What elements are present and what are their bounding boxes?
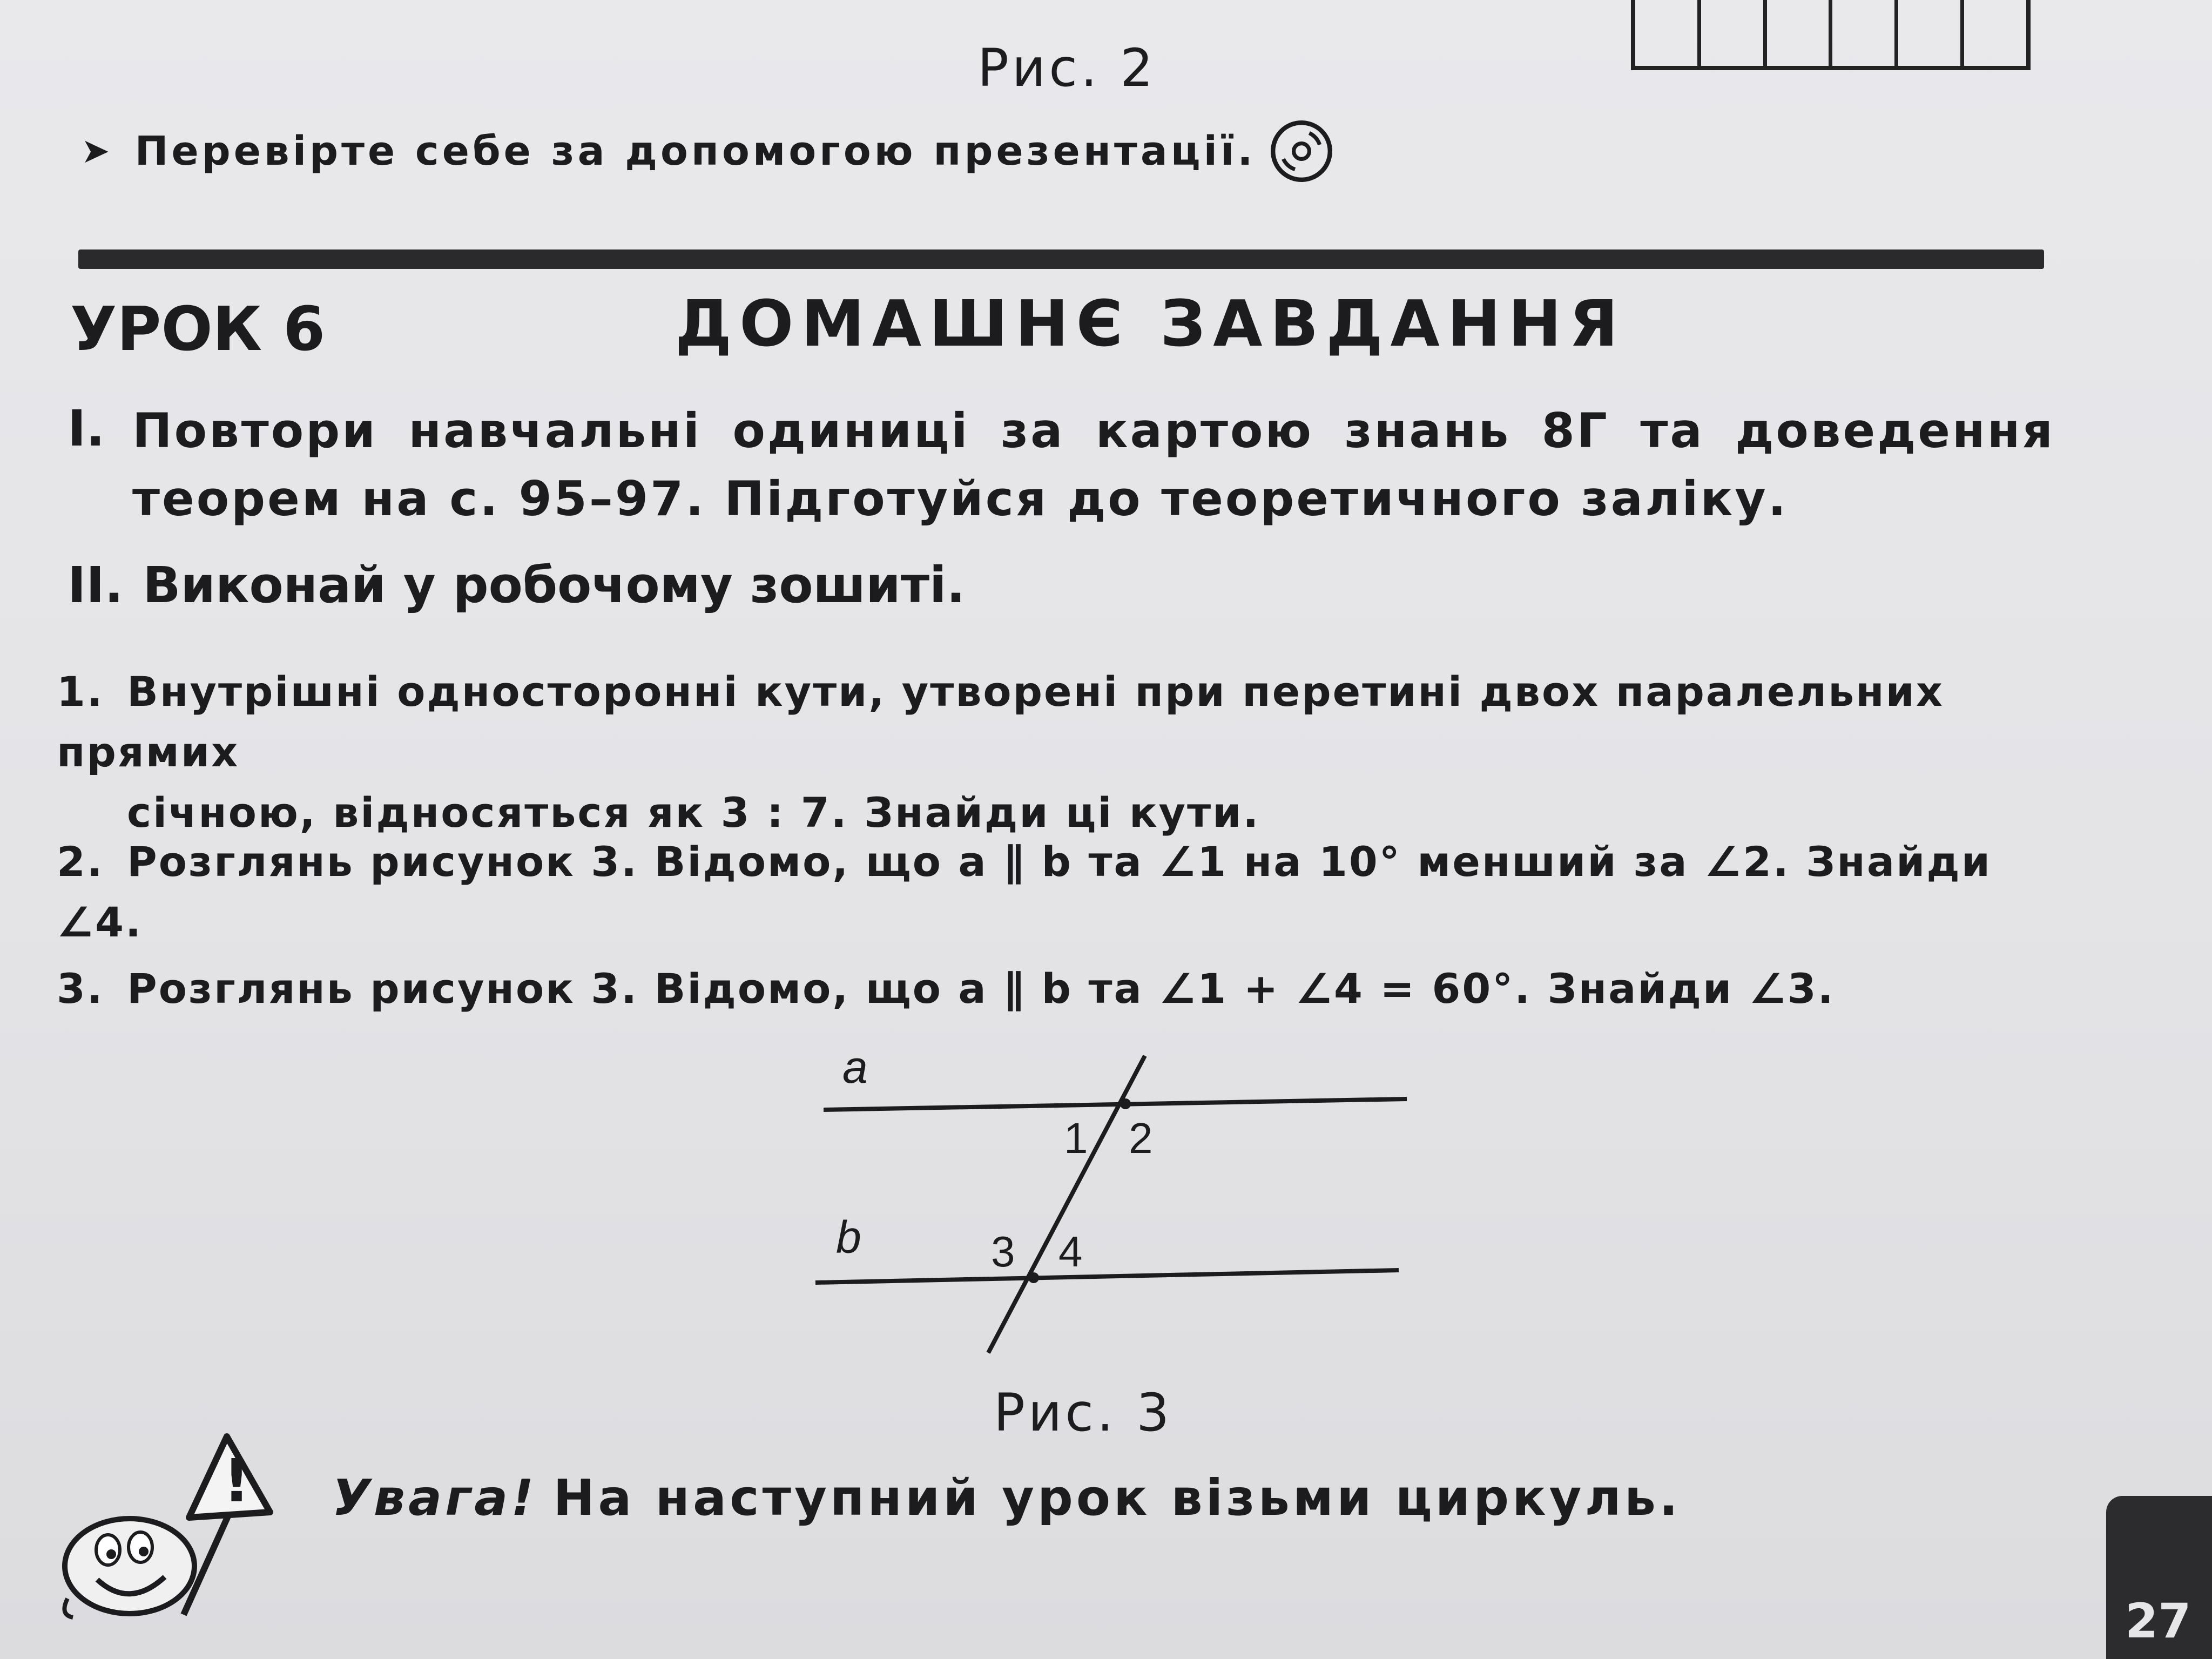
arrow-bullet-icon: ➤ [81, 131, 113, 171]
intersection-point-a [1120, 1098, 1131, 1109]
label-angle-4: 4 [1058, 1228, 1083, 1276]
section-2-number: II. [68, 556, 124, 614]
grid-cell [1898, 0, 1964, 66]
section-2-text: Виконай у робочому зошиті. [143, 556, 966, 614]
line-b [815, 1270, 1399, 1283]
figure-2-caption: Рис. 2 [977, 38, 1157, 98]
figure-3-diagram [799, 1037, 1426, 1372]
cd-disc-icon[interactable] [1269, 119, 1334, 184]
label-line-a: a [842, 1042, 868, 1092]
task-2-text: Розглянь рисунок 3. Відомо, що a ∥ b та ∠1 на 10° менший за ∠2. Знайди ∠4. [57, 838, 1992, 946]
intersection-point-b [1028, 1272, 1039, 1283]
task-number: 2. [57, 838, 104, 886]
label-angle-1: 1 [1064, 1114, 1088, 1162]
self-check-text: Перевірте себе за допомогою презентації. [134, 128, 1256, 174]
task-number: 3. [57, 965, 104, 1013]
label-line-b: b [836, 1212, 861, 1263]
grid-cell [1767, 0, 1833, 66]
section-divider [78, 249, 2044, 269]
warning-line [332, 1469, 1681, 1527]
grid-cell [1701, 0, 1767, 66]
page-number: 27 [2125, 1593, 2191, 1649]
figure-3-caption: Рис. 3 [994, 1382, 1173, 1443]
task-2 [57, 832, 2066, 953]
label-angle-3: 3 [991, 1228, 1015, 1276]
svg-text:!: ! [223, 1446, 251, 1515]
warning-emphasis: Увага! [332, 1469, 537, 1527]
task-1-line-2: січною, відносяться як 3 : 7. Знайди ці кути. [127, 788, 1260, 837]
label-angle-2: 2 [1129, 1114, 1153, 1162]
section-2 [68, 556, 985, 614]
grid-cell [1832, 0, 1898, 66]
task-3-text: Розглянь рисунок 3. Відомо, що a ∥ b та ∠1 + ∠4 = 60°. Знайди ∠3. [127, 965, 1835, 1013]
self-check-line [81, 119, 1334, 184]
task-1-line-1: Внутрішні односторонні кути, утворені при перетині двох паралельних прямих [57, 667, 1944, 776]
answer-grid [1631, 0, 2031, 70]
grid-cell [1635, 0, 1701, 66]
task-3 [57, 959, 2066, 1019]
warning-sign-mascot-icon [54, 1426, 292, 1620]
section-1-text: Повтори навчальні одиниці за картою знань 8Г та доведення теорем на с. 95–97. Підготуйся до теоретичного заліку. [132, 403, 2055, 527]
lesson-label: УРОК 6 [70, 294, 326, 365]
task-1 [57, 662, 2066, 843]
homework-title: ДОМАШНЄ ЗАВДАННЯ [675, 286, 1626, 361]
grid-cell [1964, 0, 2026, 66]
task-number: 1. [57, 667, 104, 716]
warning-text: На наступний урок візьми циркуль. [553, 1469, 1682, 1527]
section-1-number: I. [68, 400, 105, 457]
